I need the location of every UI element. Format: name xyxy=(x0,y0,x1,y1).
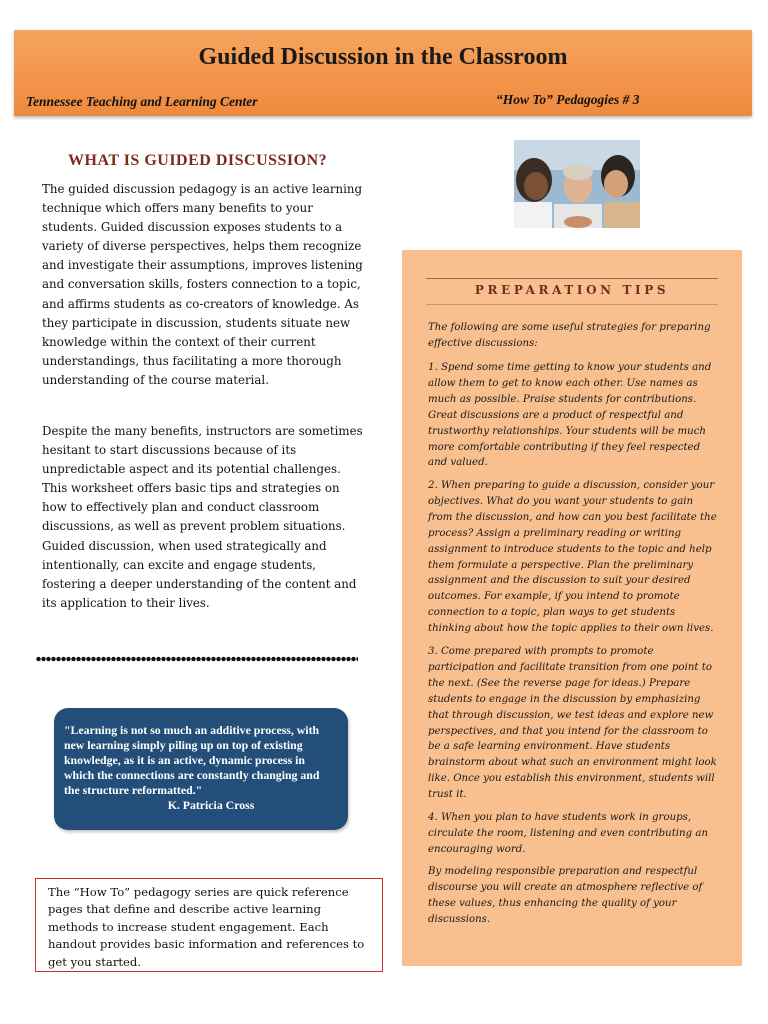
students-discussion-photo xyxy=(514,140,640,228)
photo-illustration xyxy=(514,140,640,228)
tips-closing: By modeling responsible preparation and respectful discourse you will create an atmosphere reflective of these values, thus enhancing the quality of your discussions. xyxy=(428,866,703,925)
tips-intro: The following are some useful strategies for preparing effective discussions: xyxy=(428,322,711,349)
tips-heading: PREPARATION TIPS xyxy=(474,283,670,297)
document-title: Guided Discussion in the Classroom xyxy=(198,44,568,70)
series-number: “How To” Pedagogies # 3 xyxy=(496,92,640,107)
tip-item-4: 4. When you plan to have students work in groups, circulate the room, listening and even contributing an encouraging word. xyxy=(428,812,709,855)
benefits-paragraph: Despite the many benefits, instructors are sometimes hesitant to start discussions because of its unpredictable aspect and its potential challenges. This worksheet offers basic tips and strategies on how to effectively plan and conduct classroom discussions, as well as prevent problem situations. Guided discussion, when used strategically and intentionally, can excite and engage students, fostering a deeper understanding of the content and its application to their lives. xyxy=(42,424,363,610)
tips-rule-bottom xyxy=(426,304,718,305)
tip-item-2: 2. When preparing to guide a discussion, consider your objectives. What do you want your students to gain from the discussion, and how can you best facilitate the process? Assign a preliminary reading or writing assignment to introduce students to the topic and help them formulate a perspective. Plan the preliminary assignment and the discussion to suit your desired outcomes. For example, if you intend to promote connection to a topic, plan ways to get students thinking about how the topic applies to their own lives. xyxy=(428,480,717,635)
organization-name: Tennessee Teaching and Learning Center xyxy=(26,94,258,109)
quote-box xyxy=(54,708,348,830)
series-note: The “How To” pedagogy series are quick reference pages that define and describe active learning methods to increase student engagement. Each handout provides basic information and references to get you started. xyxy=(35,878,383,972)
tips-rule-top xyxy=(426,278,718,279)
dotted-divider xyxy=(36,655,358,663)
tip-item-1: 1. Spend some time getting to know your students and allow them to get to know each other. Use names as much as possible. Praise students for contributions. Great discussions are a product of respectful and trustworthy relationships. Your students will be much more comfortable contributing if they feel respected and valued. xyxy=(428,362,712,469)
header-banner xyxy=(14,30,752,116)
section-heading: WHAT IS GUIDED DISCUSSION? xyxy=(68,152,328,169)
quote-author: K. Patricia Cross xyxy=(167,798,255,812)
intro-paragraph: The guided discussion pedagogy is an active learning technique which offers many benefits to your students. Guided discussion exposes students to a variety of diverse perspectives, helps them recognize and investigate their assumptions, improves listening and conversation skills, fosters connection to a topic, and affirms students as co-creators of knowledge. As they participate in discussion, students situate new knowledge within the context of their current understandings, thus facilitating a more thorough understanding of the course material. xyxy=(42,182,363,387)
quote-text: "Learning is not so much an additive process, with new learning simply piling up on top of existing knowledge, as it is an active, dynamic process in which the connections are constantly changing and the structure reformatted." xyxy=(64,723,320,797)
tip-item-3: 3. Come prepared with prompts to promote participation and facilitate transition from one point to the next. (See the reverse page for ideas.) Prepare students to engage in the discussion by emphasizing that through discussion, we test ideas and explore new perspectives, and that you intend for the classroom to be a safe learning environment. Have students brainstorm about what such an environment might look like. Once you establish this environment, students will trust it. xyxy=(428,646,717,801)
preparation-tips-panel xyxy=(402,250,742,966)
